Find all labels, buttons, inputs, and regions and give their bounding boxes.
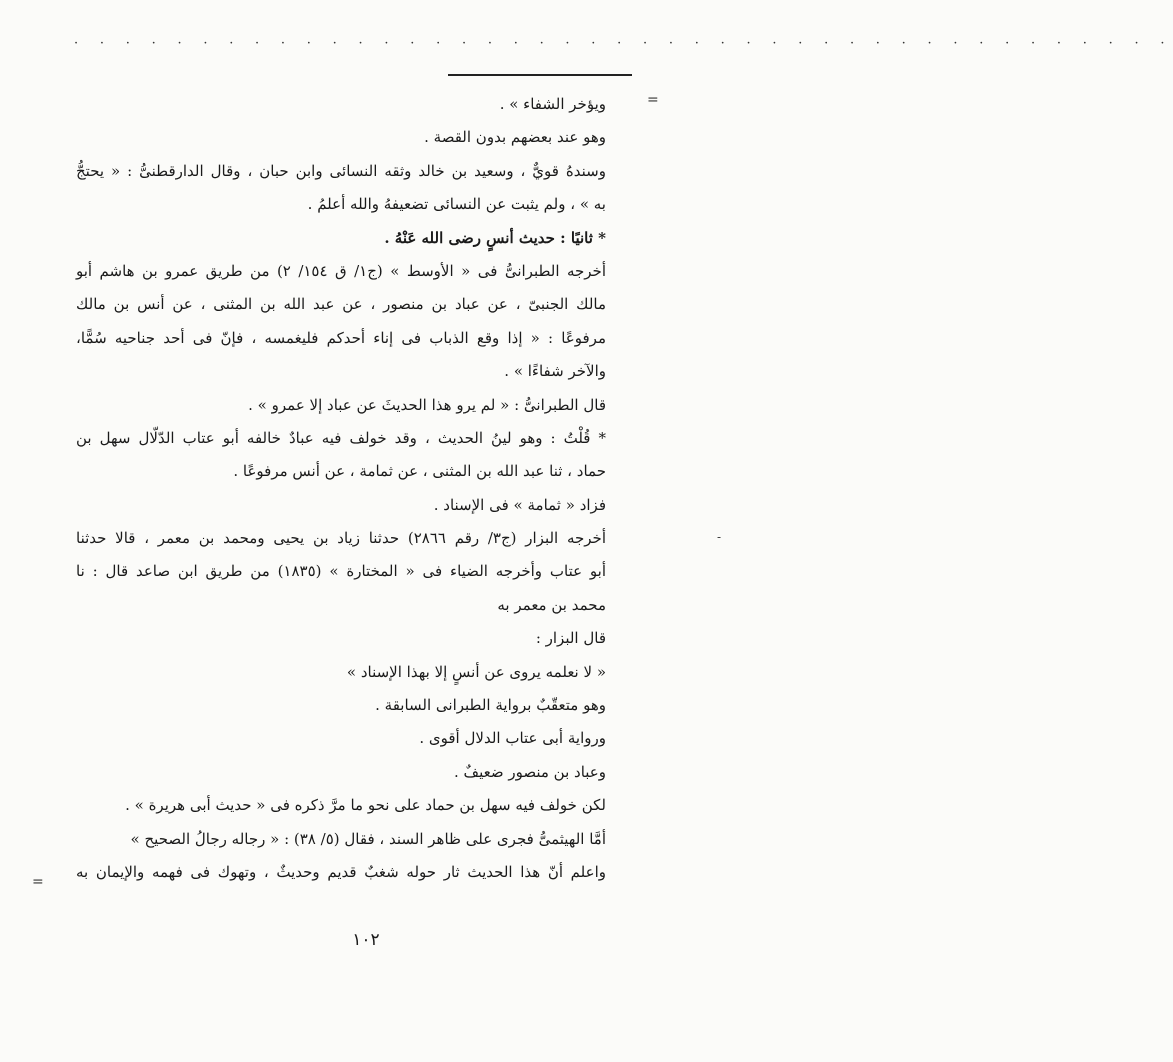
text-line: وعباد بن منصور ضعيفٌ . [454,762,606,781]
text-line: مرفوعًا : « إذا وقع الذباب فى إناء أحدكم فليغمسه ، فإنّ فى أحد جناحيه سُمًّا، [76,328,606,347]
text-line: قال البزار : [535,629,606,648]
text-line: والآخر شفاءًا » . [504,362,606,381]
margin-tick: - [717,530,722,544]
page-number: ١٠٢ [352,930,380,950]
text-line: لكن خولف فيه سهل بن حماد على نحو ما مرَّ ذكره فى « حديث أبى هريرة » . [125,796,606,815]
section-heading: * ثانيًا : حديث أنسٍ رضى الله عَنْهُ . [384,228,606,247]
text-line: ويؤخر الشفاء » . [499,95,606,113]
text-line: أخرجه البزار (ج٣/ رقم ٢٨٦٦) حدثنا زياد بن يحيى ومحمد بن معمر ، قالا حدثنا [76,529,606,548]
text-line: قال الطبرانىُّ : « لم يرو هذا الحديثَ عن عباد إلا عمرو » . [248,395,606,414]
text-line: * قُلْتُ : وهو لينُ الحديث ، وقد خولف فيه عبادٌ خالفه أبو عتاب الدّلّال سهل بن [76,428,606,447]
text-line: مالك الجنبىّ ، عن عباد بن منصور ، عن عبد الله بن المثنى ، عن أنس بن مالك [76,295,606,314]
text-line: أمَّا الهيثمىُّ فجرى على ظاهر السند ، فقال (٥/ ٣٨) : « رجاله رجالُ الصحيح » [130,829,606,848]
text-line: فزاد « ثمامة » فى الإسناد . [433,495,606,514]
text-line: وهو متعقّبٌ برواية الطبرانى السابقة . [375,696,606,715]
text-line: واعلم أنّ هذا الحديث ثار حوله شغبٌ قديم وحديثٌ ، وتهوك فى فهمه والإيمان به [76,862,606,881]
continuation-mark-top: = [647,92,659,108]
quotation-line: « لا نعلمه يروى عن أنسٍ إلا بهذا الإسناد » [346,662,606,681]
top-dotted-border: · · · · · · · · · · · · · · · · · · · · · · · · · · · · · · · · · · · · · · · · · · · [74,36,1173,51]
text-line: حماد ، ثنا عبد الله بن المثنى ، عن ثمامة ، عن أنس مرفوعًا . [233,462,606,481]
text-line: به » ، ولم يثبت عن النسائى تضعيفهُ والله أعلمُ . [307,195,606,214]
text-line: ورواية أبى عتاب الدلال أقوى . [419,729,606,748]
footnote-body [76,88,606,889]
text-line: أبو عتاب وأخرجه الضياء فى « المختارة » (١٨٣٥) من طريق ابن صاعد قال : نا [76,562,606,581]
footnote-separator-rule [448,74,632,76]
text-line: محمد بن معمر به [497,595,606,614]
text-line: وهو عند بعضهم بدون القصة . [424,128,606,147]
continuation-mark-bottom: = [32,874,44,890]
text-line: وسندهُ قويٌّ ، وسعيد بن خالد وثقه النسائى وابن حبان ، وقال الدارقطنىُّ : « يحتجُّ [76,161,606,180]
text-line: أخرجه الطبرانىُّ فى « الأوسط » (ج١/ ق ١٥٤/ ٢) من طريق عمرو بن هاشم أبو [76,261,607,280]
